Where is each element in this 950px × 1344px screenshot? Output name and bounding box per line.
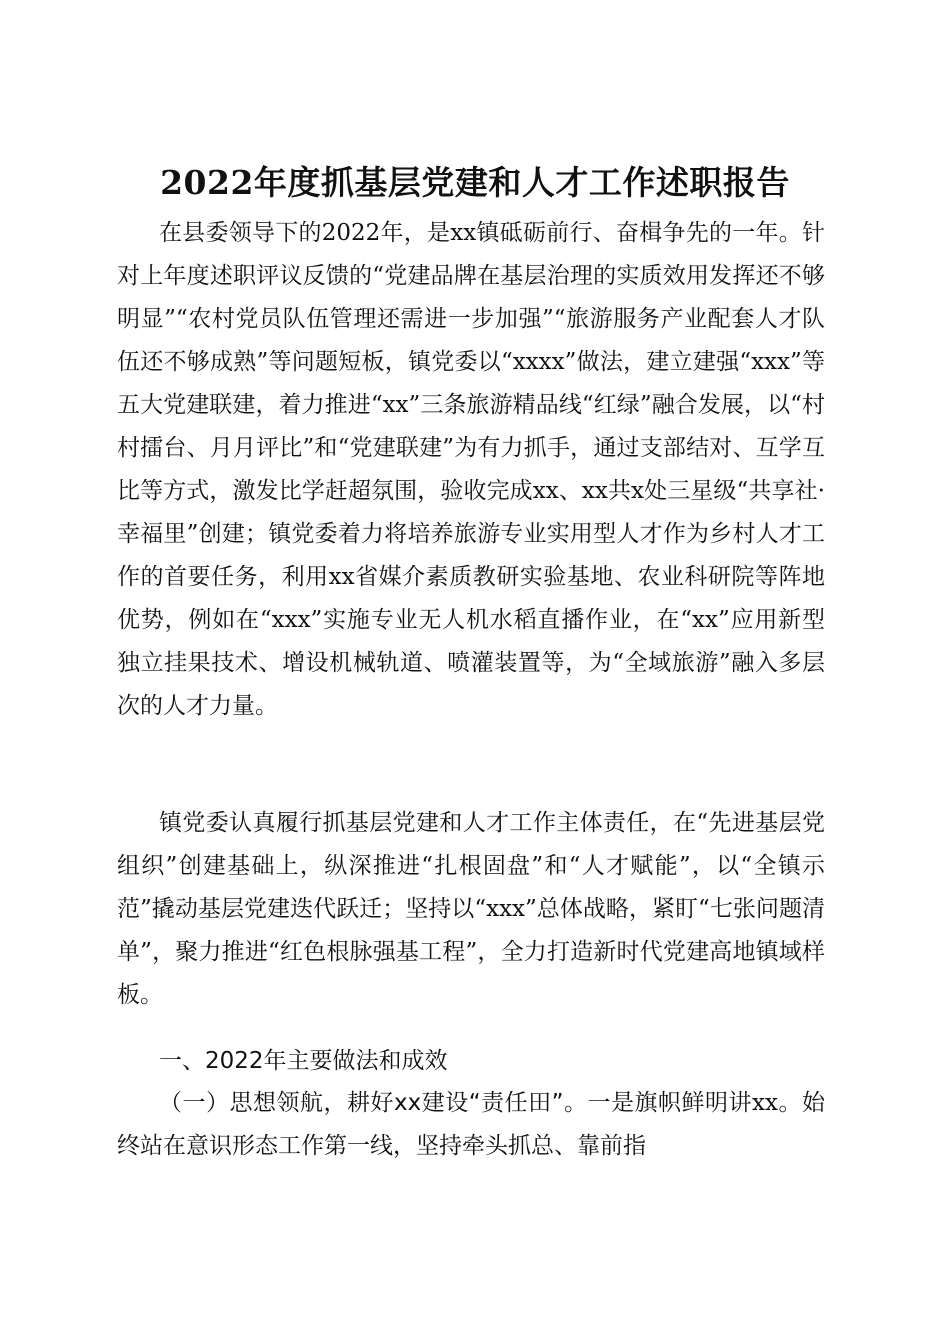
section-heading: 一、2022年主要做法和成效 [159, 1048, 448, 1074]
subsection-heading: （一）思想领航，耕好xx建设“责任田”。 [159, 1090, 588, 1116]
responsibility-paragraph: 镇党委认真履行抓基层党建和人才工作主体责任，在“先进基层党组织”创建基础上，纵深推进“扎根固盘”和“人才赋能”，以“全镇示范”撬动基层党建迭代跃迁；坚持以“xxx”总体战略，紧盯“七张问题清单”，聚力推进“红色根脉强基工程”，全力打造新时代党建高地镇域样板。 [117, 810, 825, 1008]
subsection-text: 一是旗帜鲜明讲xx。始终站在意识形态工作第一线，坚持牵头抓总、靠前指 [117, 1090, 825, 1159]
subsection-paragraph [117, 1082, 825, 1168]
document-title: 2022年度抓基层党建和人才工作述职报告 [160, 163, 790, 203]
intro-paragraph: 在县委领导下的2022年，是xx镇砥砺前行、奋楫争先的一年。针对上年度述职评议反馈的“党建品牌在基层治理的实质效用发挥还不够明显”“农村党员队伍管理还需进一步加强”“旅游服务产业配套人才队伍还不够成熟”等问题短板，镇党委以“xxxx”做法，建立建强“xxx”等五大党建联建，着力推进“xx”三条旅游精品线“红绿”融合发展，以“村村擂台、月月评比”和“党建联建”为有力抓手，通过支部结对、互学互比等方式，激发比学赶超氛围，验收完成xx、xx共x处三星级“共享社·幸福里”创建；镇党委着力将培养旅游专业实用型人才作为乡村人才工作的首要任务，利用xx省媒介素质教研实验基地、农业科研院等阵地优势，例如在“xxx”实施专业无人机水稻直播作业，在“xx”应用新型独立挂果技术、增设机械轨道、喷灌装置等，为“全域旅游”融入多层次的人才力量。 [117, 220, 825, 719]
